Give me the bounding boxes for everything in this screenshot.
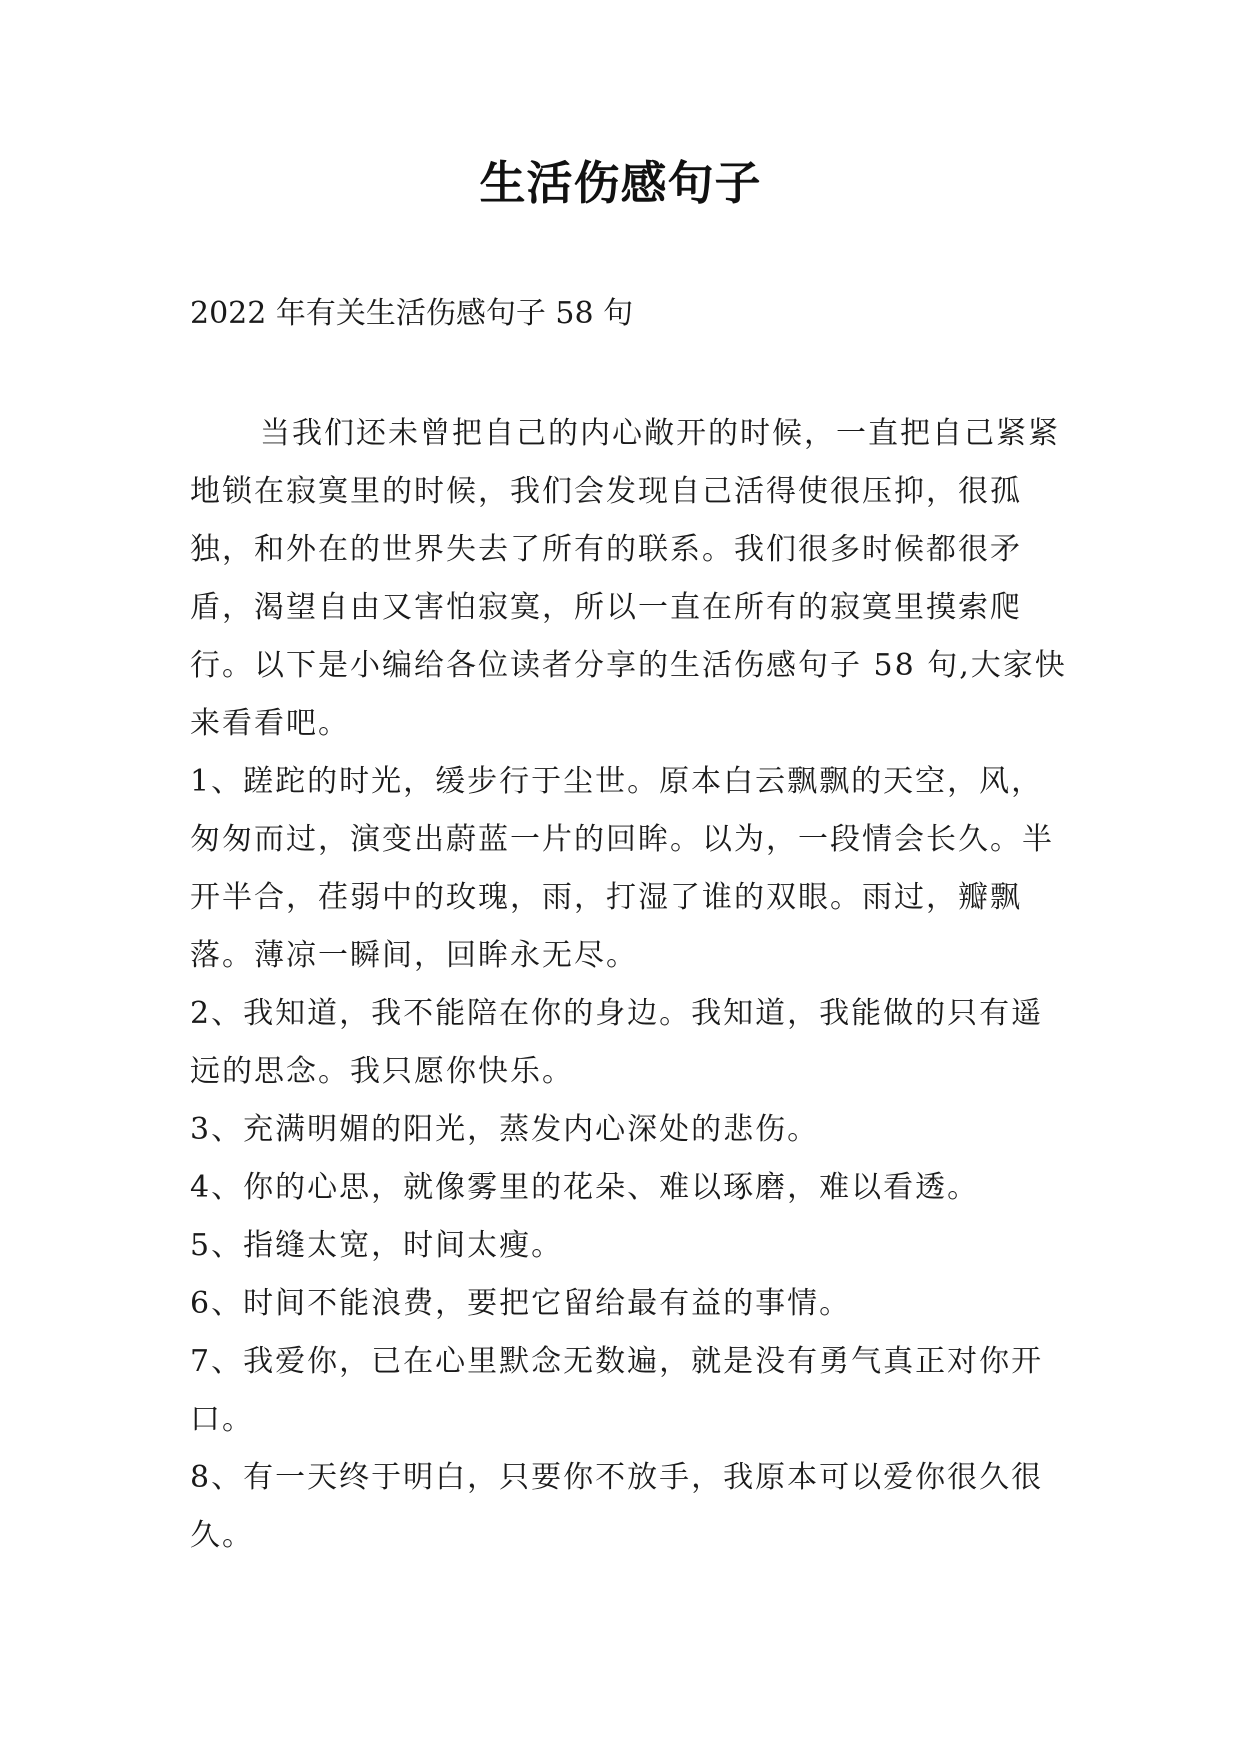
page-title: 生活伤感句子 [479,156,762,210]
sentence-item: 5、指缝太宽，时间太瘦。 [190,1228,564,1263]
sentence-item: 3、充满明媚的阳光，蒸发内心深处的悲伤。 [190,1112,820,1147]
document-body [190,405,1070,1565]
sentence-item: 6、时间不能浪费，要把它留给最有益的事情。 [190,1286,852,1321]
sentence-item: 7、我爱你，已在心里默念无数遍，就是没有勇气真正对你开口。 [190,1344,1044,1437]
sentence-item: 4、你的心思，就像雾里的花朵、难以琢磨，难以看透。 [190,1170,980,1205]
sentence-item: 1、蹉跎的时光，缓步行于尘世。原本白云飘飘的天空，风，匆匆而过，演变出蔚蓝一片的回眸。以为，一段情会长久。半开半合，荏弱中的玫瑰，雨，打湿了谁的双眼。雨过，瓣飘落。薄凉一瞬间，回眸永无尽。 [190,764,1054,973]
sentence-item: 2、我知道，我不能陪在你的身边。我知道，我能做的只有遥远的思念。我只愿你快乐。 [190,996,1044,1089]
sentence-item: 8、有一天终于明白，只要你不放手，我原本可以爱你很久很久。 [190,1460,1044,1553]
page-subtitle: 2022 年有关生活伤感句子 58 句 [190,296,634,331]
intro-paragraph: 当我们还未曾把自己的内心敞开的时候，一直把自己紧紧地锁在寂寞里的时候，我们会发现自己活得使很压抑，很孤独，和外在的世界失去了所有的联系。我们很多时候都很矛盾，渴望自由又害怕寂寞，所以一直在所有的寂寞里摸索爬行。以下是小编给各位读者分享的生活伤感句子 58 句,大家快来看看吧。 [190,416,1067,741]
